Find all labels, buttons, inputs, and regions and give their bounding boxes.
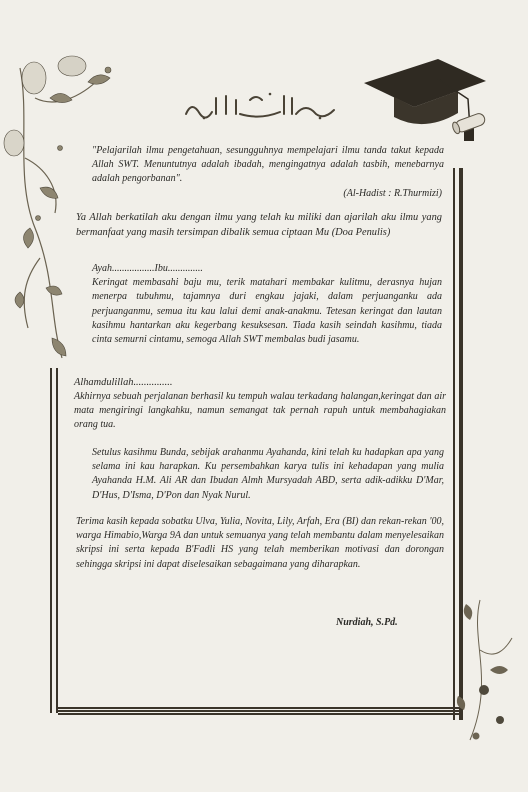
parents-dedication [92, 262, 442, 347]
graduation-cap-icon [360, 55, 490, 150]
acknowledgement: Terima kasih kepada sobatku Ulva, Yulia, Novita, Lily, Arfah, Era (BI) dan rekan-rekan '00, warga Himabio,Warga 9A dan untuk semuanya yang telah membantu dalam menyelesaikan skripsi ini serta kepada B'Fadli HS yang telah memberikan motivasi dan dorongan sehingga skripsi ini dapat diselesaikan sebagaimana yang diharapkan. [76, 516, 444, 570]
frame-border-left [50, 368, 58, 713]
alhamdulillah-body: Akhirnya sebuah perjalanan berhasil ku tempuh walau terkadang halangan,keringat dan air mata mengiringi langkahku, namun semangat tak pernah rapuh untuk membahagiakan orang tua. [74, 391, 446, 431]
hadith-quote: "Pelajarilah ilmu pengetahuan, sesungguhnya mempelajari ilmu tanda takut kepada Allah SWT. Menuntutnya adalah ibadah, mengingatnya adalah tasbih, menebarnya adalah pengorbanan". [92, 145, 444, 185]
frame-border-bottom-inner [58, 710, 460, 712]
alhamdulillah-heading: Alhamdulillah............... [74, 377, 173, 388]
parents-salutation: Ayah.................Ibu.............. [92, 263, 203, 274]
parents-body: Keringat membasahi baju mu, terik matahari membakar kulitmu, derasnya hujan menerpa tubuhmu, tajamnya duri engkau jajaki, dalam perjuanganku ada perjuanganmu, semua itu kau lalui demi anak-anakmu. Tetesan keringat dan lautan kasihmu hantarkan aku kegerbang kesuksesan. Tiada kasih seindah kasihmu, tiada cinta semurni cintamu, semoga Allah SWT membalas budi jasamu. [92, 277, 442, 346]
bismillah-calligraphy-icon [180, 88, 340, 122]
family-dedication: Setulus kasihmu Bunda, sebijak arahanmu Ayahanda, kini telah ku hadapkan apa yang selama ini kau harapkan. Ku persembahkan karya tulis ini kehadapan yang mulia Ayahanda H.M. Ali AR dan Ibudan Almh Mursyadah ABD, serta adik-adikku D'Mar, D'Hus, D'Isma, D'Pon dan Nyak Nurul. [92, 447, 444, 501]
author-prayer: Ya Allah berkatilah aku dengan ilmu yang telah ku miliki dan ajarilah aku ilmu yang bermanfaat yang masih tersimpan dibalik semua ciptaan Mu (Doa Penulis) [76, 212, 442, 238]
hadith-source: (Al-Hadist : R.Thurmizi) [343, 188, 442, 199]
author-signature: Nurdiah, S.Pd. [336, 617, 398, 628]
floral-ornament-right [440, 590, 520, 750]
